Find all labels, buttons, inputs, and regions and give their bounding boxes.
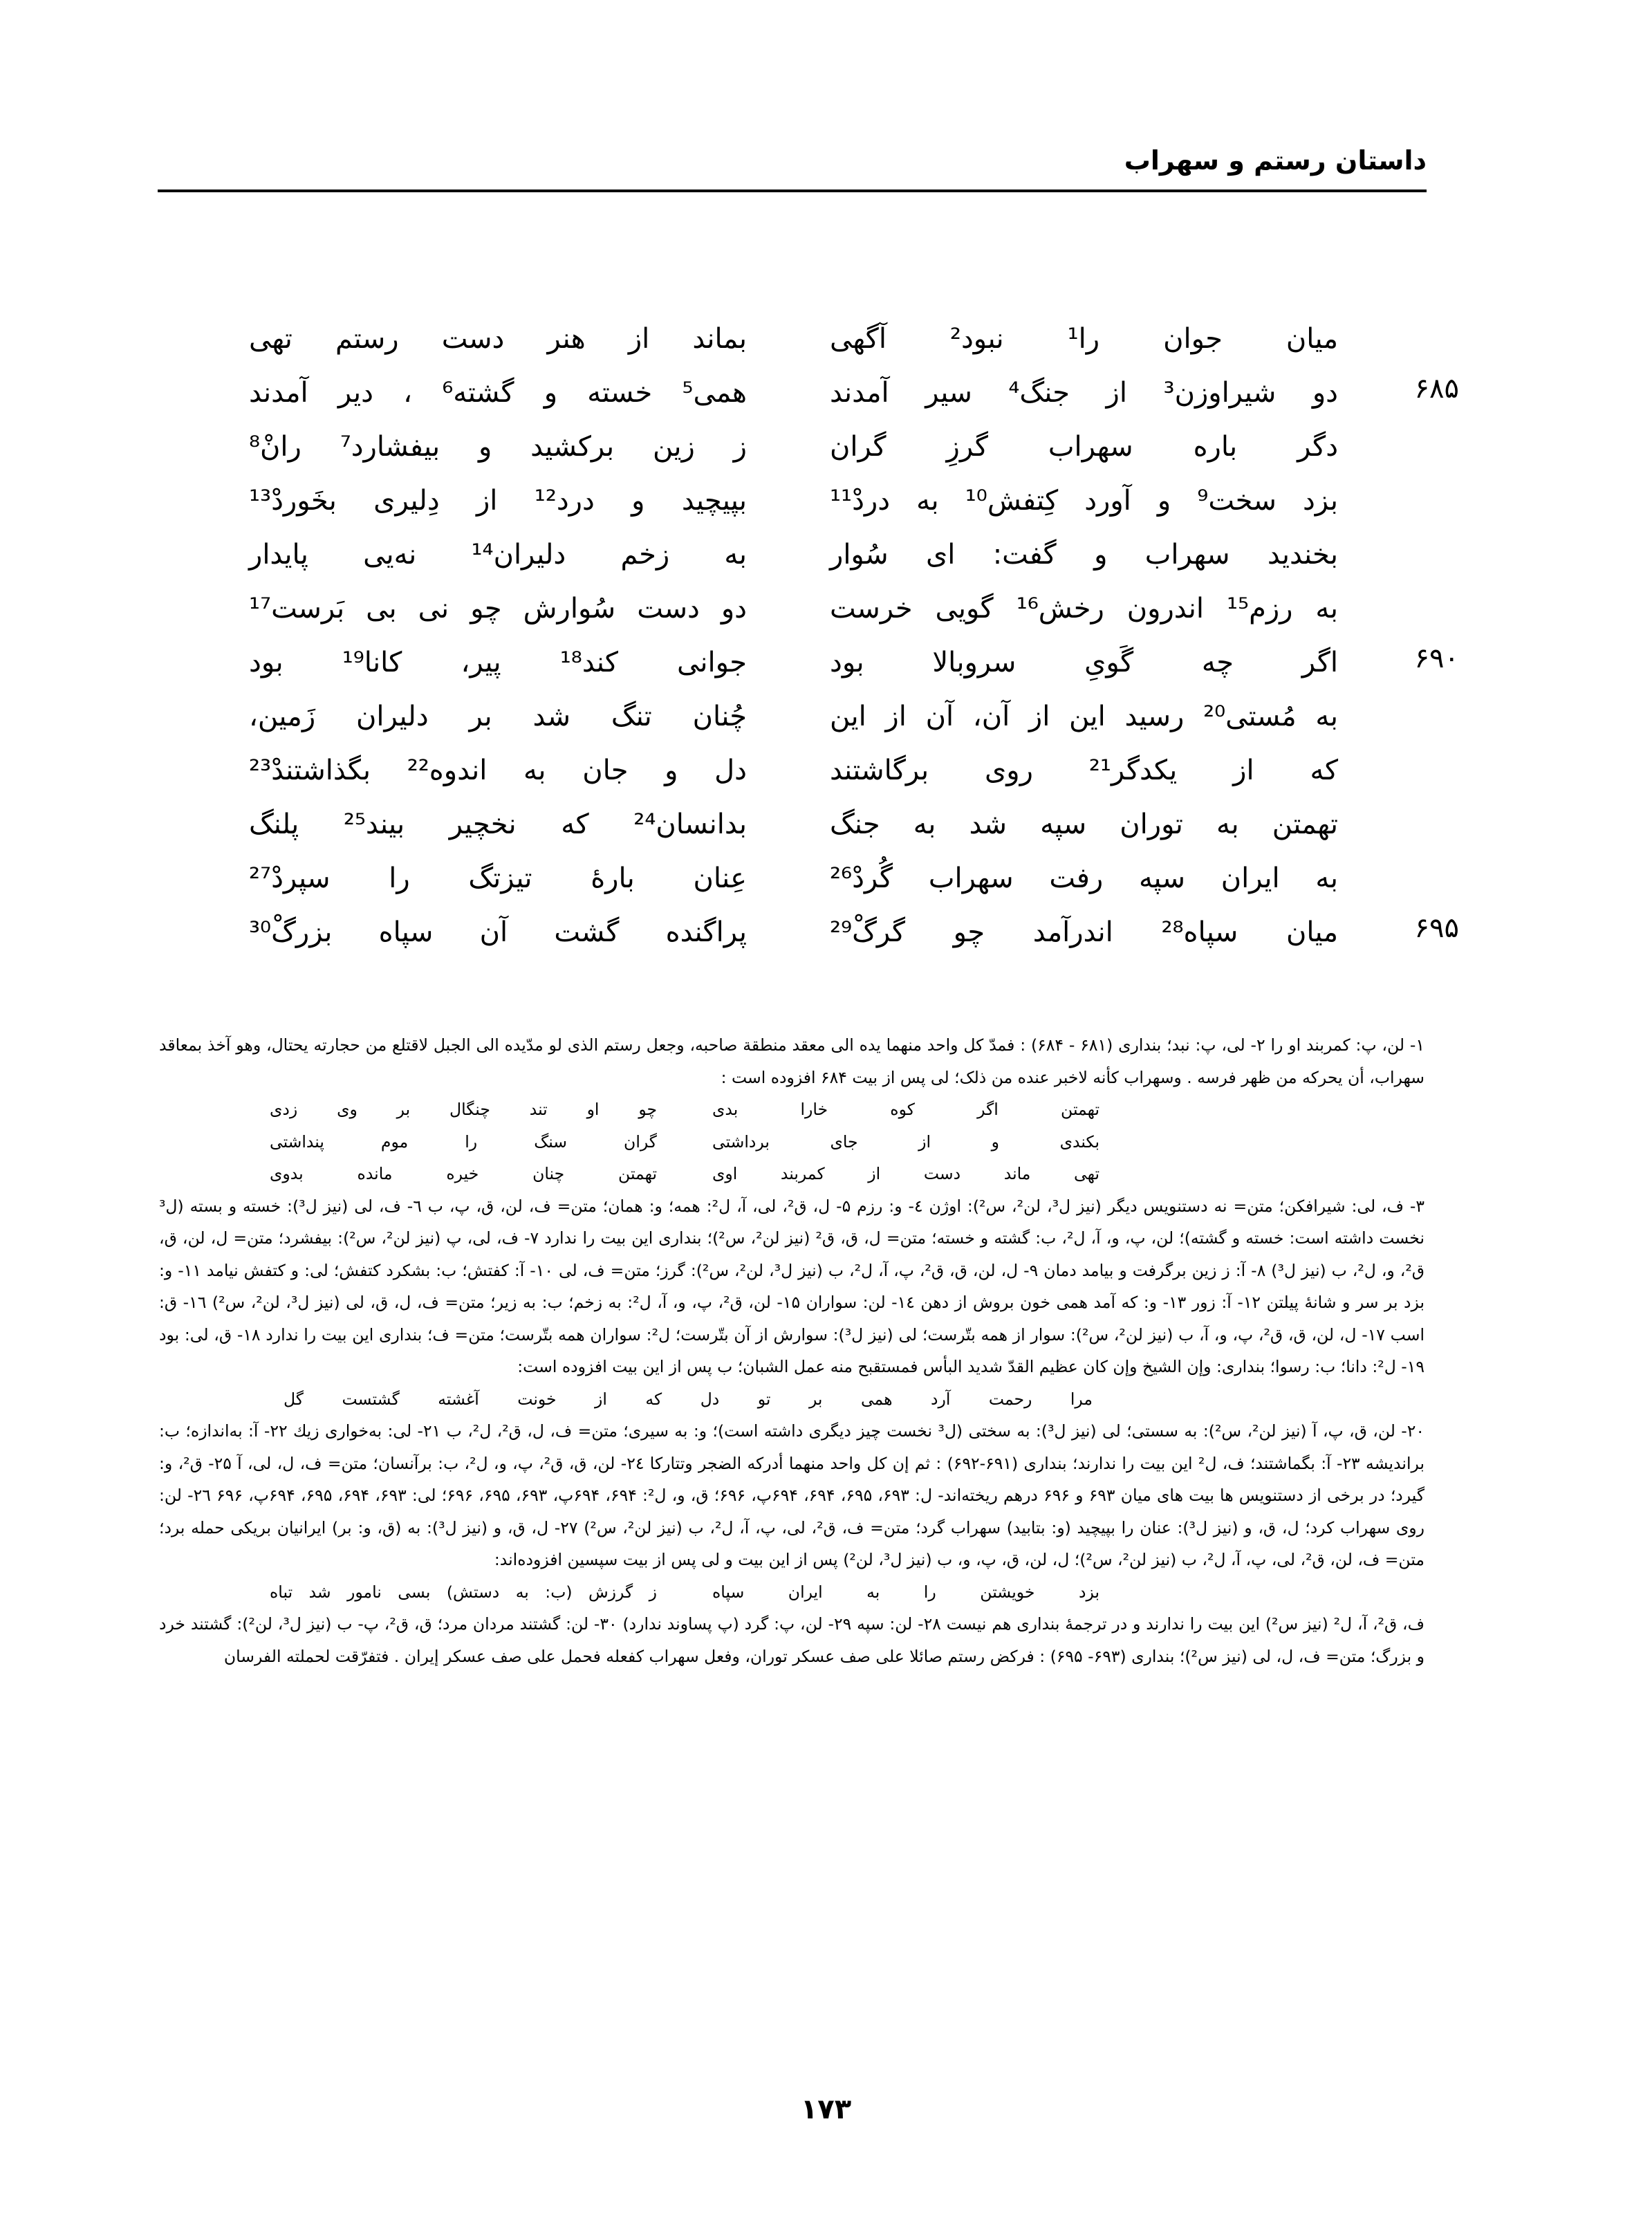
hemistich-first: به رزم¹⁵ اندرون رخش¹⁶ گویی خرست [830,593,1338,625]
hemistich-second: دو دست سُوارش چو نی بی بَرست¹⁷ [249,593,747,625]
footnote-hemistich: تهمتن اگر کوه خارا بدی [712,1100,1099,1119]
footnote-hemistich: تهمتن چنان خیره مانده بدوی [270,1164,657,1183]
hemistich-second: همی⁵ خسته و گشته⁶ ، دیر آمدند [249,377,748,409]
verse-row [249,854,1459,908]
verse-number: ۶۹۵ [1414,912,1459,944]
verse-row [249,423,1459,477]
footnote-hemistich: چو او تند چنگال بر وی زدی [270,1100,657,1119]
hemistich-second: ز زین برکشید و بیفشارد⁷ رانْ⁸ [249,431,747,463]
verse-number: ۶۸۵ [1414,373,1459,405]
verse-row [249,369,1459,423]
verse-row [249,315,1459,369]
footnote-paragraph: ف، ق²، آ، ل² (نیز س²) این بیت را ندارند و در ترجمهٔ بنداری هم نیست ۲۸- لن: سپه ۲۹- لن، پ: گرد (پ پساوند ندارد) ۳۰- لن: گشتند مردان مرد؛ ق، ق²، پ- ب (نیز ل³، لن²): گشتند خرد و بزرگ؛ متن= ف، ل، لی (نیز س²)؛ بنداری (۶۹۳- ۶۹۵) : فرکض رستم صائلا علی صف عسکر توران، وفعل سهراب کفعله فحمل علی صف عسکر إیران . فتفرّقت لحملته الفرسان [159,1614,1425,1666]
footnote-hemistich: ز گرزش (ب: به دستش) بسی نامور شد تباه [270,1582,657,1602]
hemistich-first: بزد سخت⁹ و آورد کِتفش¹⁰ به دردْ¹¹ [830,485,1339,517]
verse-row [249,692,1459,746]
footnote-hemistich: مرا رحمت آرد همی بر تو دل که از خونت آغشته گشتست گل [284,1389,1093,1409]
hemistich-second: بپیچید و درد¹² از دِلیری بخَوردْ¹³ [249,485,747,517]
footnote-verse [159,1576,1424,1609]
running-header [158,145,1427,187]
verse-row [249,477,1459,530]
header-rule [158,190,1427,192]
hemistich-second: پراگنده گشت آن سپاه بزرگْ³⁰ [249,916,747,948]
hemistich-first: بخندید سهراب و گفت: ای سُوار [830,539,1338,571]
hemistich-first: به مُستی²⁰ رسید این از آن، آن از این [830,701,1338,732]
hemistich-first: تهمتن به توران سپه شد به جنگ [830,808,1338,840]
footnote-hemistich: گران سنگ را موم پنداشتی [270,1131,657,1152]
hemistich-first: میان سپاه²⁸ اندرآمد چو گرگْ²⁹ [830,916,1338,948]
verse-row [249,584,1459,638]
hemistich-second: به زخم دلیران¹⁴ نه‌یی پایدار [249,539,747,571]
footnote-paragraph: ۲۰- لن، ق، پ، آ (نیز لن²، س²): به سستی؛ لی (نیز ل³): به سختی (ل³ نخست چیز دیگری داشته است)؛ و: به سیری؛ متن= ف، ل، ق²، ل²، ب ۲۱- لی: به‌خواری زیك ۲۲- آ: به‌اندازه؛ ب: برانديشه ۲۳- آ: بگماشتند؛ ف، ل² این بیت را ندارند؛ بنداری (۶۹۱-۶۹۲) : ثم إن کل واحد منهما أدرکه الضجر وتتارکا ۲٤- لن، ق، ق²، پ، و، ل²، ب: برآنسان؛ متن= ف، ل، لی، آ ۲۵- ق²، و: گیرد؛ در برخی از دستنویس ها بیت های میان ۶۹۳ و ۶۹۶ درهم ریخته‌اند- ل: ۶۹۳، ۶۹۵، ۶۹۴، ۶۹۴پ، ۶۹۶؛ ق، و، ل²: ۶۹۴، ۶۹۴پ، ۶۹۳، ۶۹۵، ۶۹۶؛ لی: ۶۹۳، ۶۹۴، ۶۹۵، ۶۹۴پ، ۶۹۶ ۲٦- لن: روی سهراب کرد؛ ل، ق، و (نیز ل³): عنان را بپیچید (و: بتابید) سهراب گرد؛ متن= ف، ق²، لی، پ، آ، ل²، ب (نیز لن²، س²) ۲۷- ل، ق، و (نیز ل³): به (ق، و: بر) ایرانیان بریکی حمله برد؛ متن= ف، لن، ق²، لی، پ، آ، ل²، ب (نیز لن²، س²)؛ ل، لن، ق، پ، و، ب (نیز ل³، لن²) پس از این بیت و لی پس از بیت سپسین افزوده‌اند: [159,1421,1425,1569]
book-title: داستان رستم و سهراب [1124,145,1427,176]
footnote-verse [159,1126,1424,1158]
poem-body [249,315,1459,962]
hemistich-first: به ایران سپه رفت سهراب گُردْ²⁶ [830,862,1338,894]
hemistich-second: جوانی کند¹⁸ پیر، کانا¹⁹ بود [249,647,747,678]
footnotes [159,1029,1424,1672]
hemistich-second: بماند از هنر دست رستم تهی [249,323,747,355]
verse-row [249,530,1459,584]
footnote-paragraph: ۱- لن، پ: کمربند او را ۲- لی، پ: نبد؛ بنداری (۶۸۱ - ۶۸۴) : فمدّ کل واحد منهما یده الی معقد منطقة صاحبه، وجعل رستم الذی لو مدّیده الی الجبل لاقتلع من حجارته یحتال، وهو آخذ بمعاقد سهراب، أن یحرکه من ظهر فرسه . وسهراب کأنه لاخبر عنده من ذلک؛ لی پس از بیت ۶۸۴ افزوده است : [159,1035,1425,1087]
footnote-verse [159,1383,1424,1416]
footnote-verse [159,1093,1424,1126]
page-number: ۱۷۳ [800,2094,852,2125]
hemistich-second: بدانسان²⁴ که نخچیر بیند²⁵ پلنگ [249,808,747,840]
hemistich-second: عِنان بارهٔ تیزتگ را سپردْ²⁷ [249,862,747,894]
verse-row [249,638,1459,692]
hemistich-first: دگر باره سهراب گرزِ گران [830,431,1338,463]
hemistich-second: چُنان تنگ شد بر دلیران زَمین، [249,701,747,732]
footnote-hemistich: تهی ماند دست از کمربند اوی [712,1164,1099,1183]
hemistich-first: اگر چه گَویِ سروبالا بود [830,647,1338,678]
footnote-verse [159,1158,1424,1190]
verse-row [249,800,1459,854]
hemistich-first: دو شیراوزن³ از جنگ⁴ سیر آمدند [830,377,1338,409]
footnote-paragraph: ۳- ف، لی: شیرافکن؛ متن= نه دستنویس دیگر (نیز ل³، لن²، س²): اوژن ٤- و: رزم ۵- ل، ق²، لی، آ، ل²: همه؛ و: همان؛ متن= ف، لن، ق، پ، ب ٦- ف، لی (نیز ل³): خسته و بسته (ل³ نخست داشته است: خسته و گشته)؛ لن، پ، و، آ، ل²، ب: گشته و خسته؛ متن= ل، ق، ق² (نیز لن²، س²)؛ بنداری این بیت را ندارد ۷- ف، لی، پ (نیز لن²، س²): بیفشرد؛ متن= ل، لن، ق، ق²، و، ل²، ب (نیز ل³) ۸- آ: ز زین برگرفت و بیامد دمان ۹- ل، لن، ق، ق²، پ، آ، ل²، ب (نیز ل³، لن²، س²): گرز؛ متن= ف، لی ۱۰- آ: کفتش؛ ب: بشکرد کتفش؛ لی: و کتفش نیامد ۱۱- و: بزد بر سر و شانهٔ پیلتن ۱۲- آ: زور ۱۳- و: که آمد همی خون بروش از دهن ١٤- لن: سواران ۱۵- لن، ق²، پ، و، آ، ل²: به زخم؛ ب: به زیر؛ متن= ف، ل، ق، لی (نیز ل³، لن²، س²) ۱٦- ق: اسب ۱۷- ل، لن، ق، ق²، پ، و، آ، ب (نیز لن²، س²): سوار از همه بتّرست؛ لی (نیز ل³): سوارش از آن بتّرست؛ ل²: سواران همه بتّرست؛ متن= ف؛ بنداری این بیت را ندارد ۱۸- ق، لی: بود ۱۹- ل²: دانا؛ ب: رسوا؛ بنداری: وإن الشیخ وإن کان عظیم القدّ شدید البأس فمستقبح منه عمل الشبان؛ ب پس از این بیت افزوده است: [159,1196,1425,1376]
hemistich-first: میان جوان را¹ نبود² آگهی [830,323,1338,355]
hemistich-first: که از یکدگر²¹ روی برگاشتند [830,755,1338,786]
footnote-hemistich: بزد خویشتن را به ایران سپاه [712,1582,1099,1602]
verse-row [249,908,1459,962]
verse-row [249,746,1459,800]
verse-number: ۶۹۰ [1414,643,1459,674]
footnote-hemistich: بکندی و از جای برداشتی [712,1131,1099,1152]
hemistich-second: دل و جان به اندوه²² بگذاشتندْ²³ [249,755,747,786]
